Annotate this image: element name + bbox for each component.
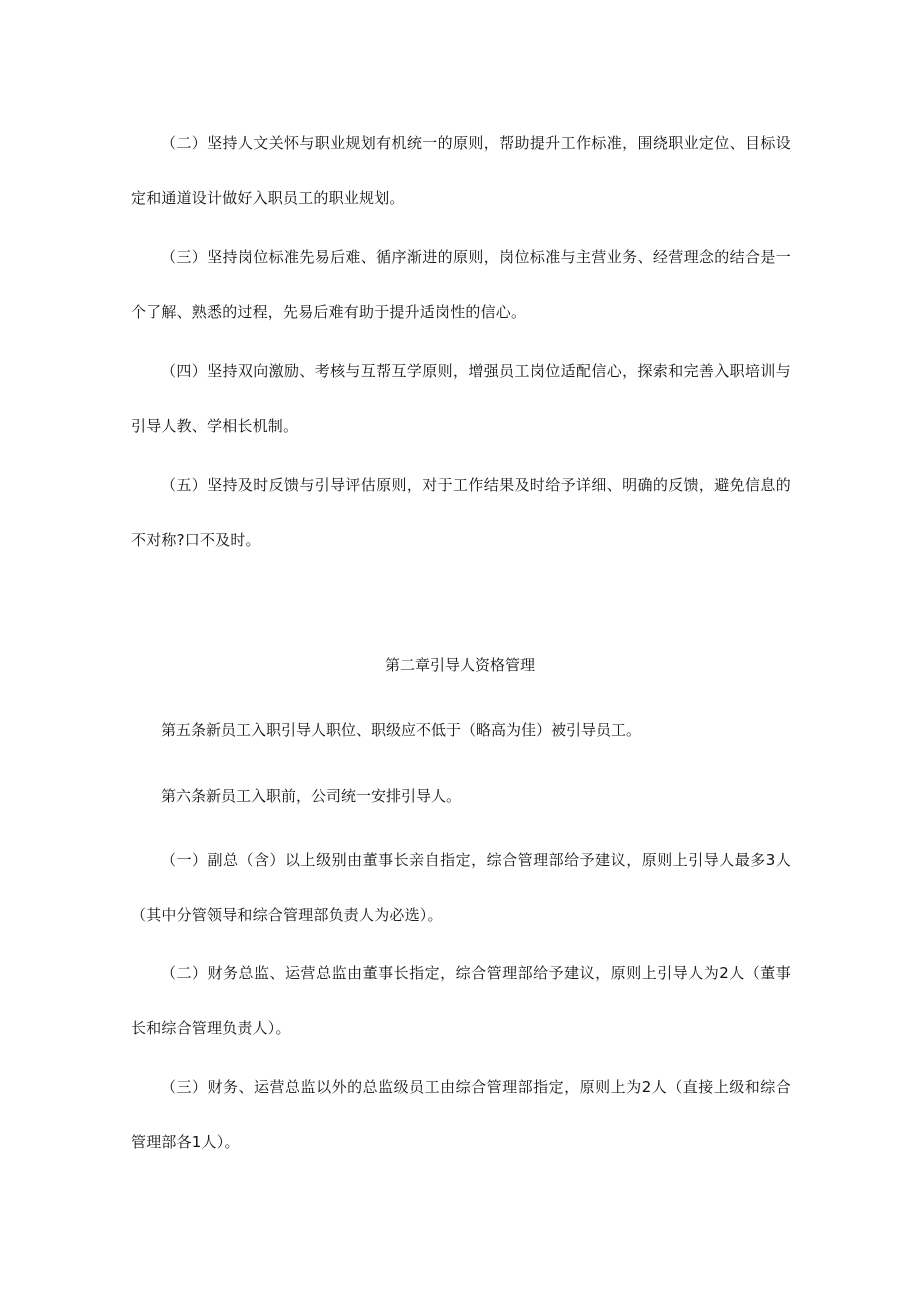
article-5: 第五条新员工入职引导人职位、职级应不低于（略高为佳）被引导员工。 bbox=[161, 721, 642, 739]
article-6-item-1: （一）副总（含）以上级别由董事长亲自指定，综合管理部给予建议，原则上引导人最多3人（其中分管领导和综合管理部负责人为必选）。 bbox=[131, 851, 791, 924]
article-6: 第六条新员工入职前，公司统一安排引导人。 bbox=[161, 787, 462, 805]
principle-paragraph-2: （二）坚持人文关怀与职业规划有机统一的原则，帮助提升工作标准，围绕职业定位、目标设定和通道设计做好入职员工的职业规划。 bbox=[131, 134, 791, 207]
chapter-title: 第二章引导人资格管理 bbox=[384, 656, 535, 674]
principle-paragraph-4: （四）坚持双向激励、考核与互帮互学原则，增强员工岗位适配信心，探索和完善入职培训与引导人教、学相长机制。 bbox=[131, 362, 791, 435]
principle-paragraph-5: （五）坚持及时反馈与引导评估原则，对于工作结果及时给予详细、明确的反馈，避免信息的不对称?口不及时。 bbox=[131, 476, 791, 549]
article-6-item-2: （二）财务总监、运营总监由董事长指定，综合管理部给予建议，原则上引导人为2人（董事长和综合管理负责人）。 bbox=[131, 964, 791, 1037]
article-6-item-3: （三）财务、运营总监以外的总监级员工由综合管理部指定，原则上为2人（直接上级和综合管理部各1人）。 bbox=[131, 1078, 791, 1151]
principle-paragraph-3: （三）坚持岗位标准先易后难、循序渐进的原则，岗位标准与主营业务、经营理念的结合是一个了解、熟悉的过程，先易后难有助于提升适岗性的信心。 bbox=[131, 248, 791, 321]
